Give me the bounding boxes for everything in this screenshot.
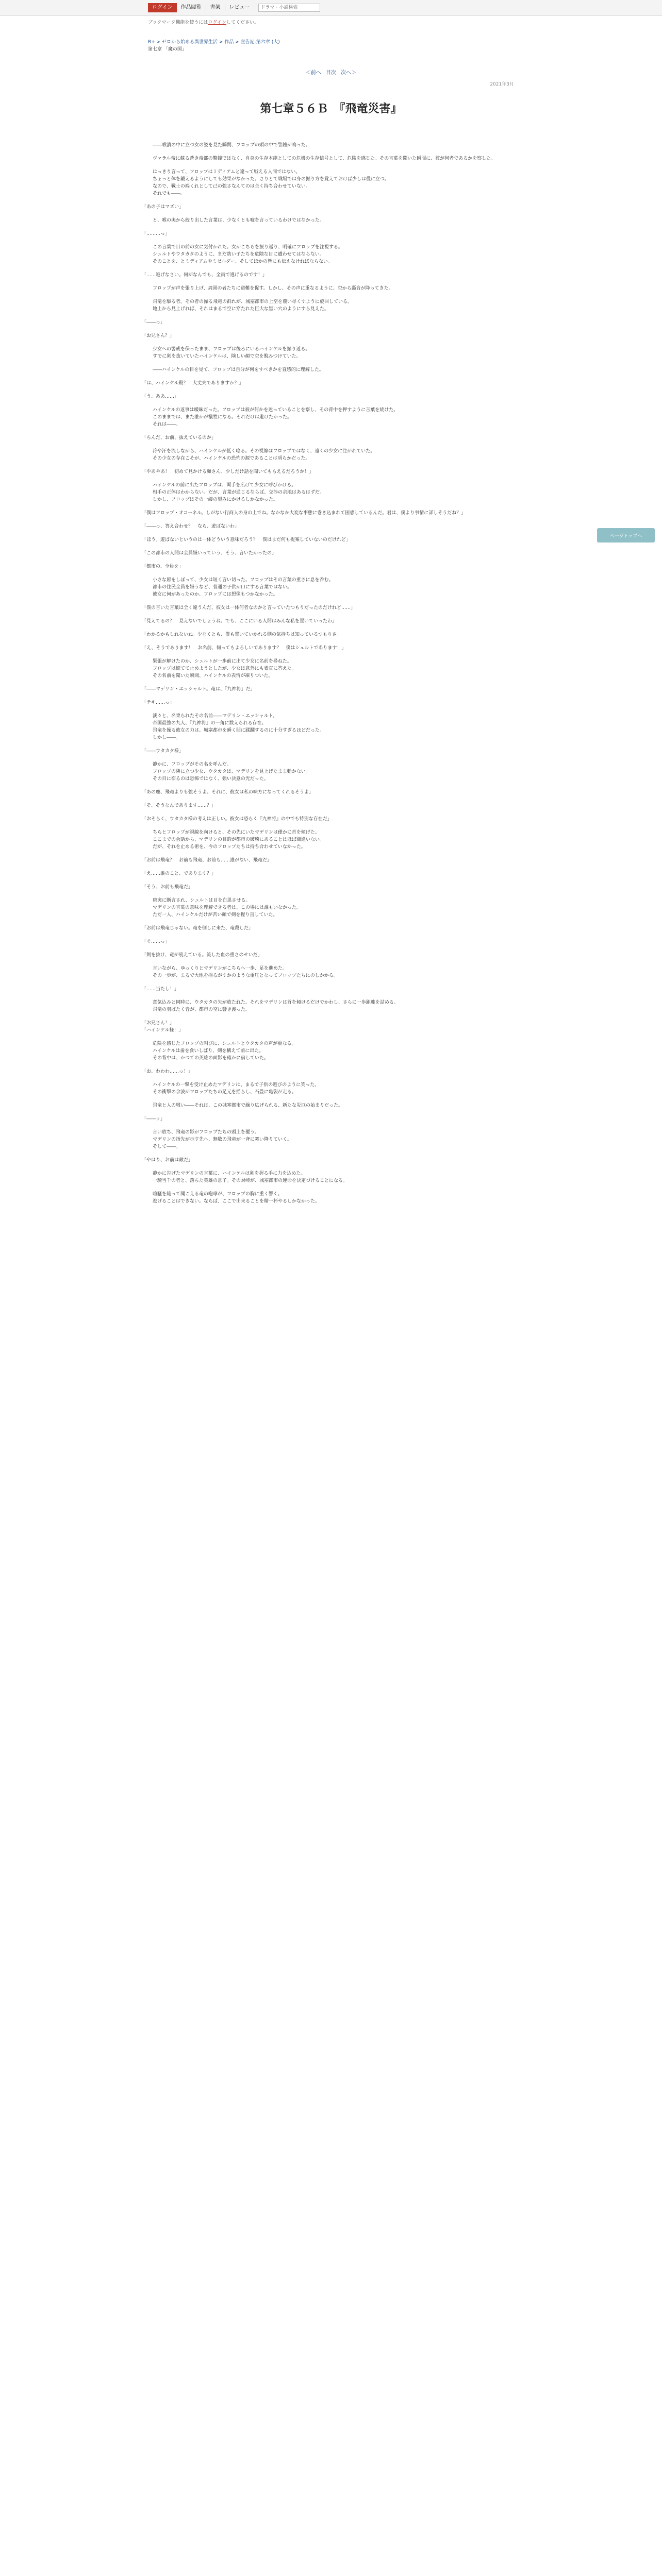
nav-link-browse[interactable]: 作品閲覧 bbox=[177, 4, 206, 11]
breadcrumb[interactable]: R+ > ゼロから始める異世界生活 > 作品 > 宣告記-第六章 (大) bbox=[148, 40, 280, 45]
paragraph: 「――っ」 bbox=[142, 320, 166, 325]
login-button[interactable] bbox=[148, 3, 177, 12]
login-label: ログイン bbox=[152, 5, 173, 10]
top-bar bbox=[0, 0, 662, 16]
paragraph: ――ハインケルの目を見て、フロップは自分が何をすべきかを直感的に理解した。 bbox=[148, 367, 324, 372]
paragraph: 「………っ」 bbox=[142, 231, 170, 236]
paragraph: 「都市の、全員を」 bbox=[142, 564, 184, 569]
paragraph: 「わかるかもしれないね。少なくとも、僕も置いていかれる側の気持ちは知っているつもりさ」 bbox=[142, 632, 341, 637]
paragraph: 「お、わわわ……っ！」 bbox=[142, 1069, 193, 1074]
main-content bbox=[142, 15, 514, 1211]
paragraph: 緊張が解けたのか、シュルトが一歩前に出て少女に名前を尋ねた。 フロップは慌てて止めようとしたが、少女は意外にも素直に答えた。 その名前を聞いた瞬間、ハインケルの表情が凍りついた。 bbox=[153, 659, 296, 679]
paragraph: 「この都市の人間は全員嫌いっていう、そう、言いたかったの」 bbox=[142, 551, 277, 556]
paragraph: 喧騒を縫って聞こえる竜の咆哮が、フロップの胸に重く響く。 逃げることはできない。ならば、ここで出来ることを精一杯やるしかなかった。 bbox=[153, 1192, 320, 1204]
paragraph: 言い放ち、飛竜の影がフロップたちの頭上を覆う。 マデリンの指先が示す先へ、無数の飛竜が一斉に舞い降りていく。 そして――。 bbox=[153, 1130, 292, 1149]
page-top-label: ページトップへ bbox=[609, 533, 642, 539]
search-input[interactable] bbox=[258, 4, 320, 12]
paragraph: 「――マデリン・エッシャルト。竜は、『九神将』だ」 bbox=[142, 687, 255, 692]
paragraph: 飛竜を駆る者。その者の操る飛竜の群れが、城塞都市の上空を覆い尽くすように旋回している。 地上から見上げれば、それはまるで空に穿たれた巨大な黒い穴のようにすら見えた。 bbox=[153, 299, 353, 312]
nav-link-review[interactable]: レビュー bbox=[229, 5, 250, 10]
pager bbox=[148, 68, 514, 76]
paragraph: 「え、そうであります！ お名前、伺ってもよろしいであります？ 僕はシュルトであります！」 bbox=[142, 646, 346, 651]
paragraph: 「――ウタカタ様」 bbox=[142, 749, 184, 754]
pager-toc-link[interactable]: 目次 bbox=[326, 70, 336, 76]
paragraph: 「おそらく、ウタカタ様の考えは正しい。彼女は恐らく『九神将』の中でも特別な存在だ」 bbox=[142, 817, 332, 822]
page-top-button[interactable] bbox=[597, 528, 655, 543]
paragraph: 静かに告げたマデリンの言葉に、ハインケルは剣を握る手に力を込めた。 一騎当千の者と、落ちた英雄の息子。その対峙が、城塞都市の運命を決定づけることになる。 bbox=[153, 1171, 348, 1183]
paragraph: 小さな唇をしぼって、少女は短く言い切った。フロップはその言葉の重さに息を呑む。 都市の住民全員を嫌うなど、普通の子供が口にする言葉ではない。 彼女に何があったのか、フロップには想像もつかなかった。 bbox=[153, 578, 334, 597]
paragraph: 「う、ああ……」 bbox=[142, 394, 179, 399]
novel-body bbox=[142, 142, 514, 1205]
paragraph: 冷や汗を流しながら、ハインケルが低く唸る。その視線はフロップではなく、遠くの少女に注がれていた。 その少女の存在こそが、ハインケルの恐怖の源であることは明らかだった。 bbox=[153, 449, 375, 461]
paragraph: 唐突に断言され、シュルトは目を白黒させる。 マデリンの言葉の意味を理解できる者は、この場には誰もいなかった。 ただ一人、ハインケルだけが苦い顔で剣を握り直していた。 bbox=[153, 898, 302, 918]
paragraph: 「やあやあ！ 初めて見かける顔さん、少しだけ話を聞いてもらえるだろうか！」 bbox=[142, 469, 314, 474]
paragraph: 「は、ハインケル殿？ 大丈夫でありますか？」 bbox=[142, 381, 244, 386]
paragraph: ちらとフロップが視線を向けると、その先にいたマデリンは僅かに首を傾げた。 ここまでの会話から、マデリンの目的が都市の破壊にあることはほぼ間違いない。 だが、それを止める術を、今のフロップたちは持ち合わせていなかった。 bbox=[153, 830, 325, 850]
paragraph: 「僕はフロップ・オコーネル。しがない行商人の身の上でね。なかなか大変な事態に巻き込まれて困惑しているんだ。君は、僕より事情に詳しそうだね？」 bbox=[142, 511, 466, 516]
paragraph: 「お前は飛竜？ お前も飛竜、お前も……誰がない、飛竜だ」 bbox=[142, 858, 272, 863]
notice-login-link[interactable]: ログイン bbox=[208, 20, 226, 25]
paragraph: ハインケルの一撃を受け止めたマデリンは、まるで子供の遊びのように笑った。 その衝撃の余波がフロップたちの足元を揺らし、石畳に亀裂が走る。 bbox=[153, 1082, 320, 1095]
paragraph: 「剣を抜け、竜が吼えている。流した血の重さのせいだ」 bbox=[142, 953, 262, 958]
paragraph: 「……逃げなさい。何がなんでも、全員で逃げるのです！」 bbox=[142, 273, 268, 278]
paragraph: 「お兄さん？」 bbox=[142, 333, 175, 338]
paragraph: フロップが声を張り上げ、周囲の者たちに避難を促す。しかし、その声に重なるように、空から轟音が降ってきた。 bbox=[148, 286, 393, 291]
paragraph: ヴァラル帝に蘇る蒼き帝都の警鐘ではなく、自身の生存本能としての危機の生存信号として、危険を感じた。その言葉を聞いた瞬間に、彼が何者であるかを察した。 bbox=[148, 156, 496, 161]
paragraph: 「あの子はマズい」 bbox=[142, 205, 184, 210]
top-bar-inner bbox=[148, 3, 320, 12]
paragraph: 「やはり、お前は敵だ」 bbox=[142, 1158, 193, 1163]
paragraph: 「見えてるの？ 見えないでしょうね。でも、ここにいる人間はみんな私を置いていったわ」 bbox=[142, 619, 337, 624]
pager-prev-link[interactable]: ＜前へ bbox=[305, 70, 321, 76]
bookmark-notice bbox=[148, 19, 514, 26]
paragraph: ――喉潰の中に立つ女の姿を見た瞬間、フロップの頭の中で警鐘が鳴った。 bbox=[148, 143, 310, 148]
paragraph: と、喉の奥から絞り出した言葉は、少なくとも嘘を言っているわけではなかった。 bbox=[148, 218, 325, 223]
paragraph: 「ぐ……っ」 bbox=[142, 939, 170, 944]
paragraph: 「お兄さん！」 「ハインケル様！」 bbox=[142, 1021, 184, 1033]
paragraph: ハインケルの返事は曖昧だった。フロップは彼が何かを迷っていることを察し、その背中を押すように言葉を続けた。 このままでは、また誰かが犠牲になる。それだけは避けたかった。 それは――。 bbox=[153, 408, 399, 427]
paragraph: 「ちんだ、お前、抜えているのか」 bbox=[142, 435, 217, 440]
paragraph: ハインケルの前に出たフロップは、両手を広げて少女に呼びかける。 相手の正体はわからない。だが、言葉が通じるならば、交渉の余地はあるはずだ。 しかし、フロップはその一縷の望みにかけるしかなかった。 bbox=[153, 483, 325, 502]
chapter-line: 第七章 「魔の国」 bbox=[148, 47, 187, 52]
paragraph: 意気込みと同時に、ウタカタの矢が放たれた。それをマデリンは首を傾けるだけでかわし、さらに一歩距離を詰める。 飛竜の羽ばたく音が、都市の空に響き渡った。 bbox=[153, 1000, 399, 1012]
paragraph: 「――ッ」 bbox=[142, 1116, 166, 1122]
paragraph: 「……当たし！」 bbox=[142, 987, 179, 992]
paragraph: 「テキ……っ」 bbox=[142, 700, 175, 705]
pager-next-link[interactable]: 次へ＞ bbox=[341, 70, 357, 76]
paragraph: 「そ、そうなんであります……？」 bbox=[142, 803, 216, 808]
paragraph: 「――っ、答え合わせ？ なら、遊ばないわ」 bbox=[142, 524, 240, 529]
paragraph: 「お前は飛竜じゃない。竜を倒しに来た、竜殺しだ」 bbox=[142, 926, 254, 931]
paragraph: 「あの鹿、飛竜よりも強そうよ。それに、彼女は私の味方になってくれるそうよ」 bbox=[142, 790, 314, 795]
paragraph: 危険を感じたフロップの叫びに、シュルトとウタカタの声が重なる。 ハインケルは歯を食いしばり、剣を構えて前に出た。 その背中は、かつての英雄の面影を確かに宿していた。 bbox=[153, 1041, 296, 1061]
paragraph: はっきり言って、フロップはミディアムと違って戦える人間ではない。 ちょっと体を鍛えるようにしても効果がなかった。さりとて戦場では身の振り方を覚えておけば少しは役に立つ。 なので、戦士の端くれとして己の強さなんてのは全く持ち合わせていない。 それでも――。 bbox=[153, 170, 389, 196]
chapter-title: 第七章５６Ｂ 『飛竜災害』 bbox=[260, 103, 402, 115]
paragraph: 「僕の言いた言葉は全く違うんだ、彼女は一体何者なのかと言っていたつもりだったのだけれど……」 bbox=[142, 605, 356, 611]
paragraph: 「ほう。遊ばないというのは一体どういう意味だろう？ 僕はまだ何も提案していないのだけれど」 bbox=[142, 537, 351, 543]
paragraph: 静かに、フロップがその名を呼んだ。 フロップの隣に立つ少女、ウタカタは、マデリンを見上げたまま動かない。 その目に宿るのは恐怖ではなく、強い決意の光だった。 bbox=[153, 762, 310, 782]
paragraph: 言いながら、ゆっくりとマデリンがこちらへ一歩、足を進めた。 その一歩が、まるで大地を揺るがすかのような重圧となってフロップたちにのしかかる。 bbox=[153, 966, 338, 978]
nav-link-bookshelf[interactable]: 書架 bbox=[206, 4, 225, 11]
publish-date: 2021年3月 bbox=[490, 82, 514, 87]
paragraph: この言葉で目の前の女に気付かれた。女がこちらを振り返り、明確にフロップを注視する。 シュルトやウタカタのように、まだ幼い子たちを危険な目に遭わせてはならない。 そのことを、とミディアムやミゼルダー、そしてほかの皆にも伝えなければならない。 bbox=[153, 245, 343, 264]
paragraph: 少女への警戒を保ったまま、フロップは後ろにいるハインケルを振り返る。 すでに剣を抜いていたハインケルは、険しい顔で空を睨みつけていた。 bbox=[153, 347, 310, 359]
notice-suffix: してください。 bbox=[226, 20, 259, 25]
paragraph: 「え……誰のこと、であります？」 bbox=[142, 871, 217, 876]
paragraph: 飛竜と人の戦い――それは、この城塞都市で繰り広げられる、新たな災厄の始まりだった。 bbox=[148, 1103, 343, 1108]
paragraph: 淡々と、名乗られたその名前――マデリン・エッシャルト。 帝国最強の九人、『九神将』の一角に数えられる存在。 飛竜を操る彼女の力は、城塞都市を瞬く間に蹂躙するのに十分すぎるほどだった。 しかし――。 bbox=[153, 714, 325, 740]
notice-prefix: ブックマーク機能を使うには bbox=[148, 20, 208, 25]
paragraph: 「そう、お前も飛竜だ」 bbox=[142, 885, 193, 890]
